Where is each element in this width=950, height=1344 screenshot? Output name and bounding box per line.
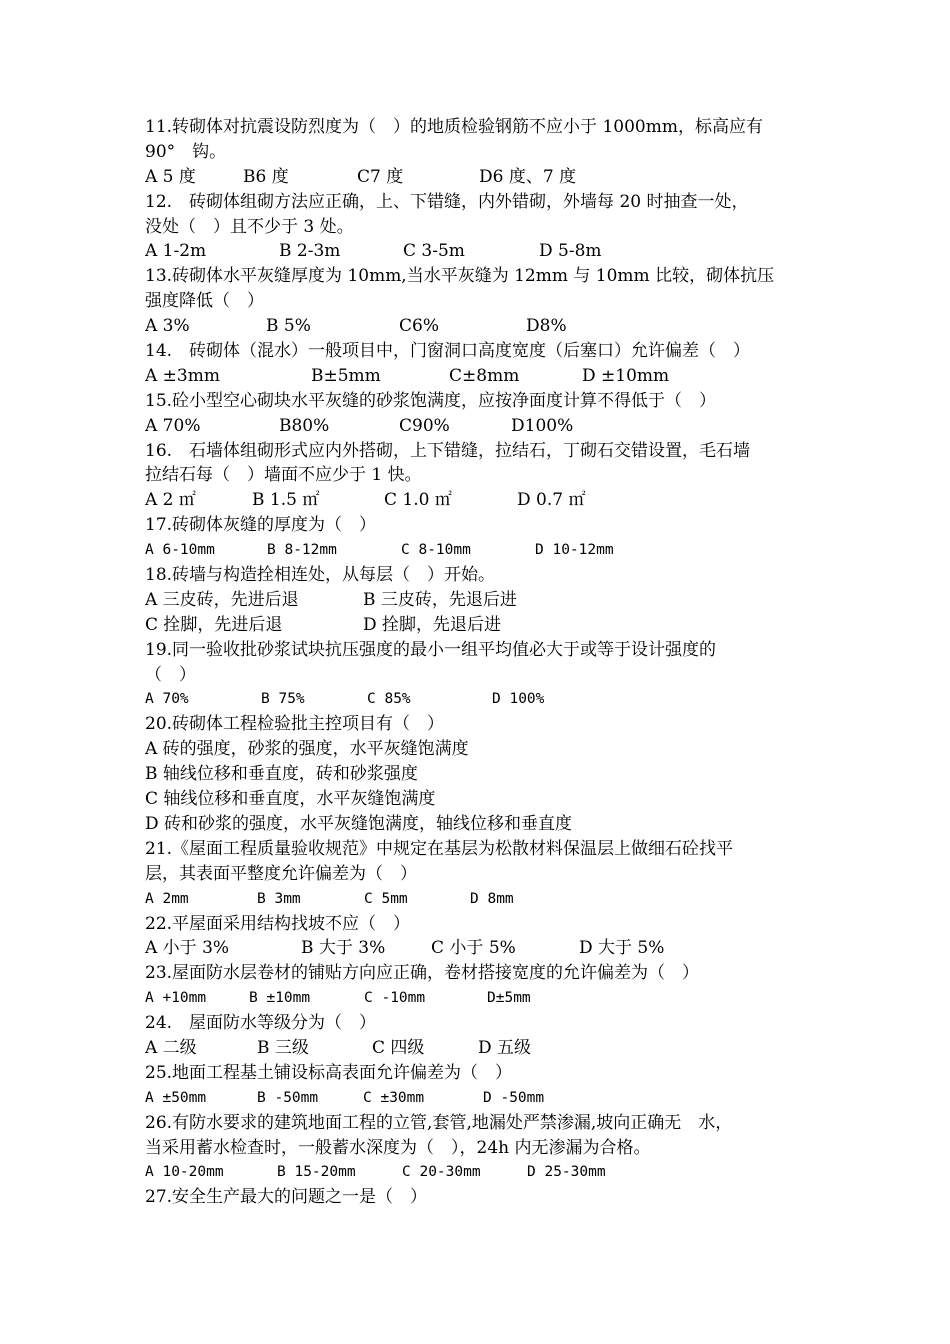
option: C 小于 5% <box>431 938 516 959</box>
option: C ±30mm <box>363 1089 425 1106</box>
option: C6% <box>399 316 439 337</box>
option: A 2 ㎡ <box>145 490 196 511</box>
option-row <box>145 414 815 439</box>
option: D 大于 5% <box>579 938 665 959</box>
option: D 砖和砂浆的强度，水平灰缝饱满度，轴线位移和垂直度 <box>145 813 573 834</box>
option: B 3mm <box>257 890 301 907</box>
option: D 拴脚，先退后进 <box>363 614 502 635</box>
question-text: 19.同一验收批砂浆试块抗压强度的最小一组平均值必大于或等于设计强度的 <box>145 639 717 660</box>
option-row <box>145 314 815 339</box>
option-row <box>145 687 815 712</box>
question-text: 13.砖砌体水平灰缝厚度为 10mm,当水平灰缝为 12mm 与 10mm 比较，砌体抗压 <box>145 266 775 287</box>
question-text: 90° 钩。 <box>145 141 227 162</box>
question-text: （ ） <box>145 664 196 685</box>
option: A 二级 <box>145 1037 197 1058</box>
option: B 大于 3% <box>301 938 386 959</box>
question-stem <box>145 912 815 937</box>
option-line <box>145 762 815 787</box>
option: C 8-10mm <box>401 542 471 559</box>
question-text: 23.屋面防水层卷材的铺贴方向应正确，卷材搭接宽度的允许偏差为（ ） <box>145 963 700 984</box>
option: A +10mm <box>145 990 207 1007</box>
question-text: 强度降低（ ） <box>145 291 264 312</box>
option-row <box>145 1036 815 1061</box>
option-line <box>145 787 815 812</box>
question-stem <box>145 339 815 364</box>
option: B80% <box>279 415 330 436</box>
option: A 砖的强度，砂浆的强度，水平灰缝饱满度 <box>145 739 469 760</box>
option: D 10-12mm <box>535 542 614 559</box>
question-text: 26.有防水要求的建筑地面工程的立管,套管,地漏处严禁渗漏,坡向正确无 水， <box>145 1112 733 1133</box>
option: A 10-20mm <box>145 1164 224 1181</box>
option: C 拴脚，先进后退 <box>145 614 283 635</box>
option: C 四级 <box>372 1037 425 1058</box>
option-row <box>145 239 815 264</box>
option: A 2mm <box>145 890 189 907</box>
question-text: 11.转砌体对抗震设防烈度为（ ）的地质检验钢筋不应小于 1000mm，标高应有 <box>145 117 763 137</box>
question-stem <box>145 389 815 414</box>
option: B 三级 <box>257 1037 309 1058</box>
option-row <box>145 986 815 1011</box>
question-stem-continued <box>145 463 815 488</box>
question-text: 18.砖墙与构造拴相连处，从每层（ ）开始。 <box>145 565 496 586</box>
option: B 1.5 ㎡ <box>252 490 320 511</box>
question-stem <box>145 837 815 862</box>
question-text: 25.地面工程基土铺设标高表面允许偏差为（ ） <box>145 1062 513 1083</box>
question-stem <box>145 190 815 215</box>
question-text: 拉结石每（ ）墙面不应少于 1 快。 <box>145 465 422 486</box>
option-line <box>145 812 815 837</box>
question-stem-continued <box>145 140 815 165</box>
question-text: 16. 石墙体组砌形式应内外搭砌，上下错缝，拉结石，丁砌石交错设置，毛石墙 <box>145 440 751 461</box>
question-text: 20.砖砌体工程检验批主控项目有（ ） <box>145 714 445 735</box>
question-stem <box>145 638 815 663</box>
question-list <box>145 115 815 1210</box>
option: B 75% <box>261 691 305 708</box>
option: B -50mm <box>257 1089 319 1106</box>
option: D ±10mm <box>582 365 670 386</box>
option: A 70% <box>145 415 201 436</box>
option: C 5mm <box>364 890 408 907</box>
option: A 三皮砖，先进后退 <box>145 589 299 610</box>
question-stem <box>145 1011 815 1036</box>
question-text: 当采用蓄水检查时，一般蓄水深度为（ ），24h 内无渗漏为合格。 <box>145 1137 651 1158</box>
option: A 1-2m <box>145 241 207 262</box>
option: C±8mm <box>449 365 520 386</box>
option: A 6-10mm <box>145 542 215 559</box>
option-row <box>145 613 815 638</box>
question-stem <box>145 563 815 588</box>
option: B 15-20mm <box>277 1164 356 1181</box>
option: D 100% <box>492 691 545 708</box>
option: D 25-30mm <box>527 1164 606 1181</box>
question-text: 15.砼小型空心砌块水平灰缝的砂浆饱满度，应按净面度计算不得低于（ ） <box>145 390 717 411</box>
option-line <box>145 737 815 762</box>
option-row <box>145 1160 815 1185</box>
option: D6 度、7 度 <box>479 166 577 187</box>
question-stem <box>145 115 815 140</box>
option: C7 度 <box>357 166 404 187</box>
option-row <box>145 887 815 912</box>
question-text: 22.平屋面采用结构找坡不应（ ） <box>145 913 411 934</box>
question-stem-continued <box>145 1136 815 1161</box>
option: B 8-12mm <box>267 542 337 559</box>
question-stem-continued <box>145 289 815 314</box>
option: D±5mm <box>487 990 531 1007</box>
question-stem <box>145 1061 815 1086</box>
question-text: 12. 砖砌体组砌方法应正确，上、下错缝，内外错砌，外墙每 20 时抽查一处， <box>145 191 749 212</box>
option: C 20-30mm <box>402 1164 481 1181</box>
option: D 五级 <box>478 1037 532 1058</box>
question-stem <box>145 961 815 986</box>
option-row <box>145 1086 815 1111</box>
option-row <box>145 588 815 613</box>
question-stem-continued <box>145 862 815 887</box>
option: C 3-5m <box>403 241 465 262</box>
option: B 5% <box>266 316 311 337</box>
option: B ±10mm <box>249 990 311 1007</box>
option: C 轴线位移和垂直度，水平灰缝饱满度 <box>145 789 436 810</box>
question-text: 没处（ ）且不少于 3 处。 <box>145 216 354 237</box>
option: A ±50mm <box>145 1089 207 1106</box>
option-row <box>145 538 815 563</box>
option: C 85% <box>367 691 411 708</box>
option: C 1.0 ㎡ <box>384 490 452 511</box>
option: D 0.7 ㎡ <box>517 490 586 511</box>
question-text: 21.《屋面工程质量验收规范》中规定在基层为松散材料保温层上做细石砼找平 <box>145 838 734 859</box>
option: B6 度 <box>243 166 289 187</box>
option: B 轴线位移和垂直度，砖和砂浆强度 <box>145 764 418 785</box>
question-stem <box>145 513 815 538</box>
question-stem <box>145 439 815 464</box>
option: A 3% <box>145 316 190 337</box>
question-stem <box>145 1111 815 1136</box>
option: B±5mm <box>311 365 381 386</box>
question-stem <box>145 1185 815 1210</box>
question-text: 24. 屋面防水等级分为（ ） <box>145 1013 377 1034</box>
option: D8% <box>526 316 567 337</box>
option: A ±3mm <box>145 365 220 386</box>
option-row <box>145 165 815 190</box>
question-text: 层，其表面平整度允许偏差为（ ） <box>145 863 417 884</box>
option: A 70% <box>145 691 189 708</box>
question-stem-continued <box>145 663 815 688</box>
option: B 2-3m <box>279 241 341 262</box>
question-text: 17.砖砌体灰缝的厚度为（ ） <box>145 515 377 536</box>
option: B 三皮砖，先退后进 <box>363 589 517 610</box>
option: A 5 度 <box>145 166 196 187</box>
option: A 小于 3% <box>145 938 230 959</box>
option: D 8mm <box>470 890 514 907</box>
question-stem-continued <box>145 215 815 240</box>
option-row <box>145 488 815 513</box>
question-text: 27.安全生产最大的问题之一是（ ） <box>145 1187 428 1208</box>
question-stem <box>145 264 815 289</box>
option-row <box>145 364 815 389</box>
option: C90% <box>399 415 450 436</box>
option: D100% <box>511 415 574 436</box>
option-row <box>145 936 815 961</box>
question-stem <box>145 712 815 737</box>
option: C -10mm <box>364 990 426 1007</box>
option: D 5-8m <box>539 241 602 262</box>
question-text: 14. 砖砌体（混水）一般项目中，门窗洞口高度宽度（后塞口）允许偏差（ ） <box>145 341 751 362</box>
option: D -50mm <box>483 1089 545 1106</box>
